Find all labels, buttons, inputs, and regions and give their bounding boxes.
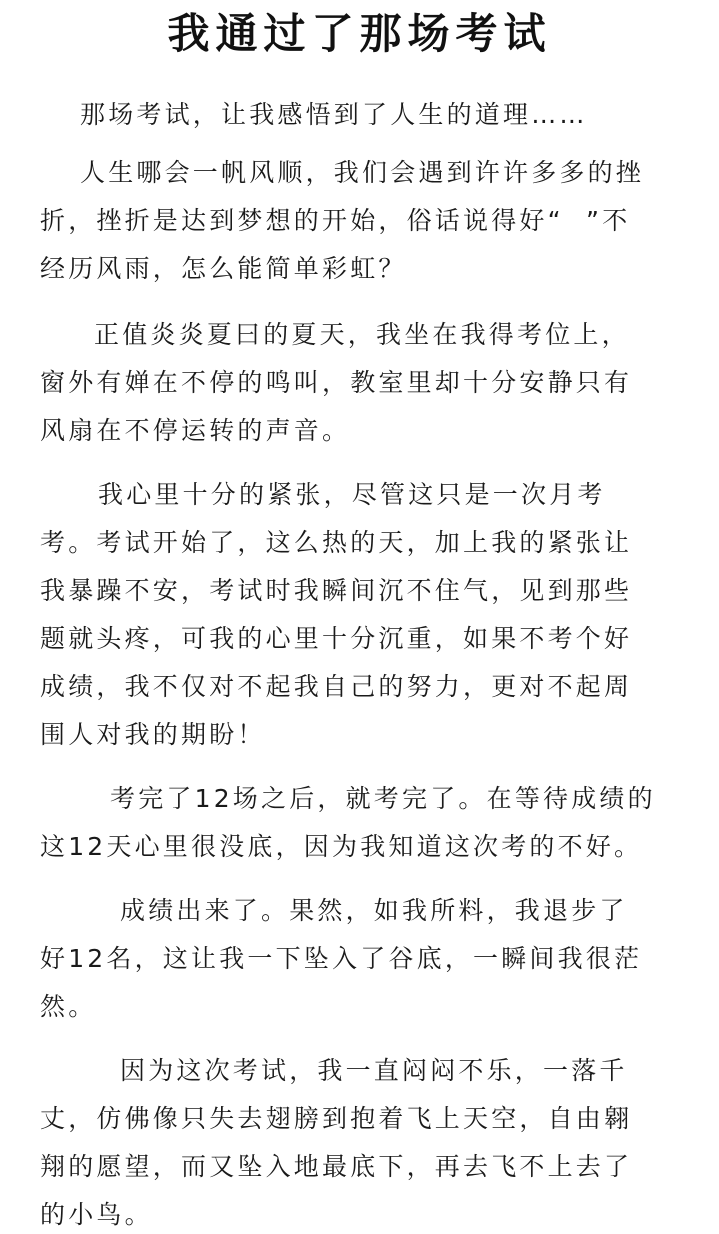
essay-line: 然。 <box>40 992 97 1021</box>
essay-line: 成绩出来了。果然，如我所料，我退步了 <box>120 896 628 925</box>
essay-line: 窗外有婵在不停的鸣叫，教室里却十分安静只有 <box>40 368 633 397</box>
essay-line: 因为这次考试，我一直闷闷不乐，一落千 <box>120 1056 628 1085</box>
essay-title: 我通过了那场考试 <box>167 9 552 58</box>
essay-line: 好12名，这让我一下坠入了谷底，一瞬间我很茫 <box>40 944 643 973</box>
essay-line: 成绩，我不仅对不起我自己的努力，更对不起周 <box>40 672 633 701</box>
essay-line: 翔的愿望，而又坠入地最底下，再去飞不上去了 <box>40 1152 633 1181</box>
essay-line: 我心里十分的紧张，尽管这只是一次月考 <box>98 480 606 509</box>
essay-line: 题就头疼，可我的心里十分沉重，如果不考个好 <box>40 624 633 653</box>
essay-line: 经历风雨，怎么能简单彩虹？ <box>40 254 407 283</box>
essay-line: 风扇在不停运转的声音。 <box>40 416 351 445</box>
essay-line: 折，挫折是达到梦想的开始，俗话说得好“ ”不 <box>40 206 631 235</box>
essay-line: 我暴躁不安，考试时我瞬间沉不住气，见到那些 <box>40 576 633 605</box>
essay-line: 那场考试，让我感悟到了人生的道理…… <box>80 100 588 129</box>
essay-line: 考完了12场之后，就考完了。在等待成绩的 <box>110 784 656 813</box>
essay-line: 人生哪会一帆风顺，我们会遇到许许多多的挫 <box>80 158 645 187</box>
essay-line: 考。考试开始了，这么热的天，加上我的紧张让 <box>40 528 633 557</box>
essay-line: 围人对我的期盼！ <box>40 720 266 749</box>
essay-line: 这12天心里很没底，因为我知道这次考的不好。 <box>40 832 643 861</box>
essay-line: 丈，仿佛像只失去翅膀到抱着飞上天空，自由翱 <box>40 1104 633 1133</box>
essay-line: 的小鸟。 <box>40 1200 153 1229</box>
essay-line: 正值炎炎夏曰的夏天，我坐在我得考位上， <box>94 320 630 349</box>
